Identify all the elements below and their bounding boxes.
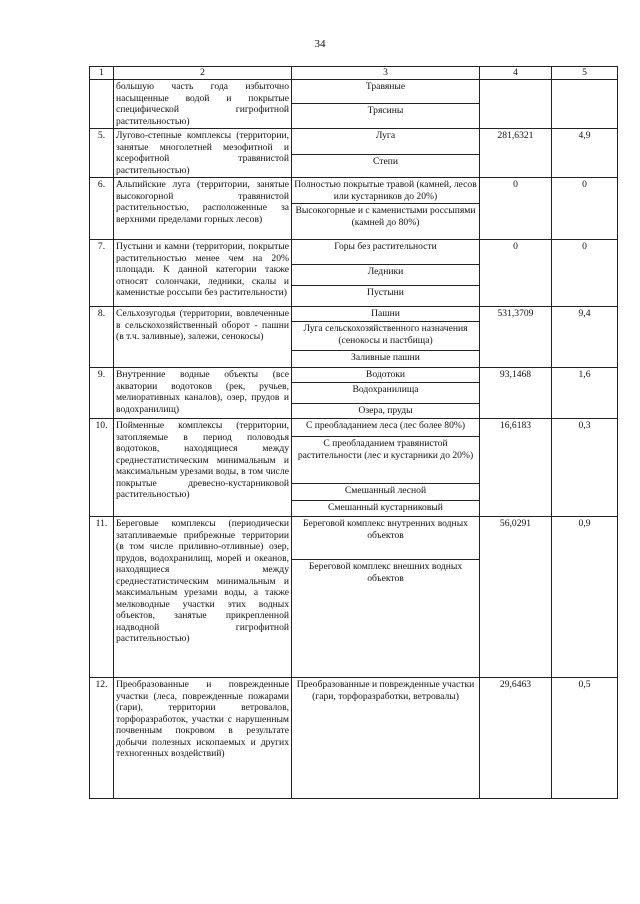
subcategory-cell: С преобладанием травянистой растительности (лес и кустарники до 20%) [292, 437, 480, 484]
area-value: 0 [480, 240, 552, 307]
land-types-table [89, 66, 618, 799]
subcategory-cell: Береговой комплекс внутренних водных объектов [292, 517, 480, 560]
subcategory-cell: Преобразованные и поврежденные участки (гари, торфоразработки, ветровалы) [292, 678, 480, 799]
table-row [90, 178, 618, 204]
table-row [90, 678, 618, 799]
subcategory-cell: Заливные пашни [292, 351, 480, 368]
row-number: 10. [90, 419, 114, 517]
subcategory-cell: Смешанный кустарниковый [292, 501, 480, 517]
subcategory-cell: Водохранилища [292, 383, 480, 404]
subcategory-cell: Горы без растительности [292, 240, 480, 265]
table-row [90, 129, 618, 155]
area-value: 56,0291 [480, 517, 552, 678]
row-number: 11. [90, 517, 114, 678]
subcategory-cell: Смешанный лесной [292, 484, 480, 501]
subcategory-cell: Травяные [292, 80, 480, 104]
percent-value [552, 80, 618, 129]
subcategory-cell: Высокогорные и с каменистыми россыпями (камней до 80%) [292, 204, 480, 240]
category-description: большую часть года избыточно насыщенные водой и покрытые специфической гигрофитной растительностью) [114, 80, 292, 129]
row-number: 7. [90, 240, 114, 307]
area-value: 531,3709 [480, 307, 552, 368]
category-description: Внутренние водные объекты (все акватории водотоков (рек, ручьев, мелиоративных каналов), озер, прудов и водохранилищ) [114, 368, 292, 419]
row-number: 5. [90, 129, 114, 178]
percent-value: 0,9 [552, 517, 618, 678]
header-col-2: 2 [114, 67, 292, 80]
category-description: Береговые комплексы (периодически затапливаемые прибрежные территории (в том числе приливно-отливные) озер, прудов, водохранилищ, морей и океанов, находящиеся между среднестатистическим минимальным и максимальным урезами воды, а также мелководные участки этих водных объектов, занятые прикрепленной надводной гигрофитной растительностью) [114, 517, 292, 678]
percent-value: 9,4 [552, 307, 618, 368]
percent-value: 0 [552, 178, 618, 240]
category-description: Лугово-степные комплексы (территории, занятые многолетней мезофитной и ксерофитной травянистой растительностью) [114, 129, 292, 178]
area-value [480, 80, 552, 129]
area-value: 29,6463 [480, 678, 552, 799]
percent-value: 0,5 [552, 678, 618, 799]
subcategory-cell: Пустыни [292, 286, 480, 307]
subcategory-cell: Трясины [292, 103, 480, 128]
area-value: 16,6183 [480, 419, 552, 517]
table-row [90, 307, 618, 322]
table-row [90, 240, 618, 265]
category-description: Преобразованные и поврежденные участки (леса, поврежденные пожарами (гари), территории ветровалов, торфоразработок, участки с нарушенным почвенным покровом в результате добычи полезных ископаемых и других техногенных воздействий) [114, 678, 292, 799]
subcategory-cell: Озера, пруды [292, 404, 480, 419]
header-col-1: 1 [90, 67, 114, 80]
header-col-3: 3 [292, 67, 480, 80]
table-row [90, 80, 618, 104]
category-description: Альпийские луга (территории, занятые высокогорной травянистой растительностью, расположенные за верхними пределами горных лесов) [114, 178, 292, 240]
page-number: 34 [314, 38, 326, 50]
table-row [90, 517, 618, 560]
area-value: 0 [480, 178, 552, 240]
subcategory-cell: Береговой комплекс внешних водных объектов [292, 560, 480, 678]
header-col-5: 5 [552, 67, 618, 80]
subcategory-cell: Пашни [292, 307, 480, 322]
subcategory-cell: Водотоки [292, 368, 480, 383]
row-number [90, 80, 114, 129]
header-col-4: 4 [480, 67, 552, 80]
subcategory-cell: С преобладанием леса (лес более 80%) [292, 419, 480, 437]
subcategory-cell: Полностью покрытые травой (камней, лесов или кустарников до 20%) [292, 178, 480, 204]
subcategory-cell: Ледники [292, 265, 480, 286]
category-description: Сельхозугодья (территории, вовлеченные в сельскохозяйственный оборот - пашни (в т.ч. заливные), залежи, сенокосы) [114, 307, 292, 368]
table-header-row [90, 67, 618, 80]
area-value: 281,6321 [480, 129, 552, 178]
category-description: Пустыни и камни (территории, покрытые растительностью менее чем на 20% площади. К данной категории также относят солончаки, ледники, скалы и каменистые россыпи без растительности) [114, 240, 292, 307]
percent-value: 0 [552, 240, 618, 307]
subcategory-cell: Степи [292, 154, 480, 177]
percent-value: 4,9 [552, 129, 618, 178]
row-number: 6. [90, 178, 114, 240]
subcategory-cell: Луга сельскохозяйственного назначения (сенокосы и пастбища) [292, 322, 480, 351]
table-row [90, 419, 618, 437]
area-value: 93,1468 [480, 368, 552, 419]
row-number: 9. [90, 368, 114, 419]
row-number: 8. [90, 307, 114, 368]
percent-value: 0,3 [552, 419, 618, 517]
percent-value: 1,6 [552, 368, 618, 419]
table-row [90, 368, 618, 383]
category-description: Пойменные комплексы (территории, затопляемые в период половодья водотоков, находящиеся между среднестатистическим минимальным и максимальным урезами воды, в том числе покрытые древесно-кустарниковой растительностью) [114, 419, 292, 517]
subcategory-cell: Луга [292, 129, 480, 155]
row-number: 12. [90, 678, 114, 799]
